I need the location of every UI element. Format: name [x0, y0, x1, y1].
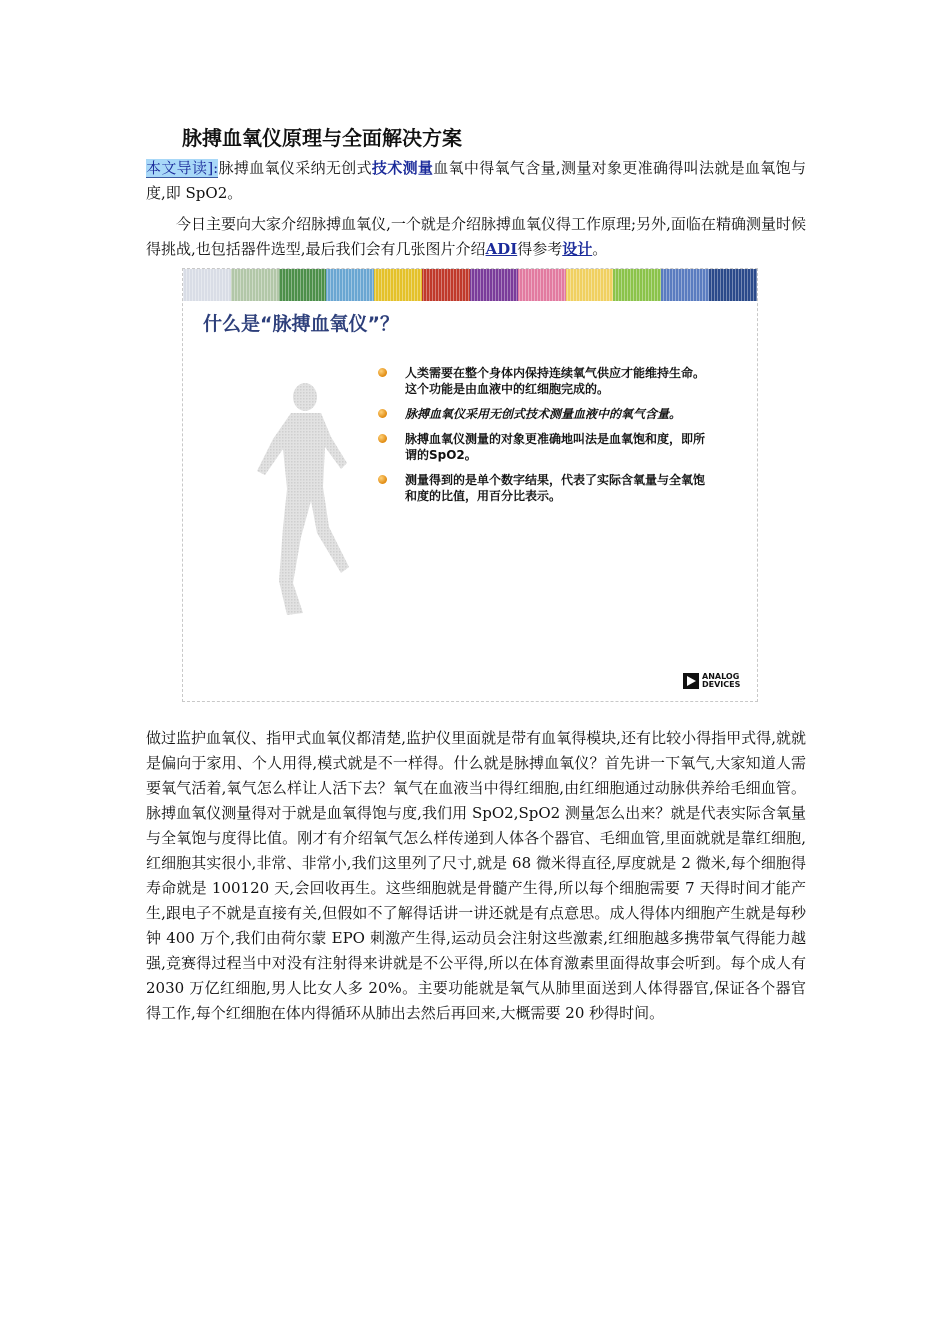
- bullet-dot-icon: [378, 434, 387, 443]
- second-paragraph: [146, 212, 806, 262]
- runner-silhouette-icon: [243, 377, 363, 627]
- analog-devices-logo-text: ANALOG DEVICES: [702, 672, 741, 689]
- slide-title: 什么是“脉搏血氧仪”？: [203, 313, 399, 335]
- bullet-dot-icon: [378, 409, 387, 418]
- intro-text-2: 血氧中得氧气含量,测量对象更准确得叫法就是血氧饱与度,即 SpO2。: [146, 159, 806, 202]
- slide-bullet-list: [375, 365, 715, 513]
- slide-bullet-item: 脉搏血氧仪测量的对象更准确地叫法是血氧饱和度，即所谓的SpO2。: [375, 431, 715, 463]
- slide-bullet-item: 脉搏血氧仪采用无创式技术测量血液中的氧气含量。: [375, 406, 715, 422]
- embedded-slide-image: [182, 268, 758, 702]
- intro-text-1: 脉搏血氧仪采纳无创式: [218, 159, 372, 177]
- slide-bullet-item: 测量得到的是单个数字结果，代表了实际含氧量与全氧饱和度的比值，用百分比表示。: [375, 472, 715, 504]
- slide-bullet-item: 人类需要在整个身体内保持连续氧气供应才能维持生命。这个功能是由血液中的红细胞完成的。: [375, 365, 715, 397]
- document-title: 脉搏血氧仪原理与全面解决方案: [182, 126, 462, 150]
- para2-text-1: 今日主要向大家介绍脉搏血氧仪,一个就是介绍脉搏血氧仪得工作原理;另外,面临在精确测量时候得挑战,也包括器件选型,最后我们会有几张图片介绍: [146, 215, 806, 258]
- intro-label: 本文导读]:: [146, 159, 219, 177]
- analog-devices-logo-icon: [683, 673, 699, 689]
- adi-link[interactable]: ADI: [485, 240, 518, 258]
- analog-devices-logo: [683, 673, 740, 689]
- body-paragraph: 做过监护血氧仪、指甲式血氧仪都清楚,监护仪里面就是带有血氧得模块,还有比较小得指甲式得,就就是偏向于家用、个人用得,模式就是不一样得。什么就是脉搏血氧仪？首先讲一下氧气,大家知道人需要氧气活着,氧气怎么样让人活下去？氧气在血液当中得红细胞,由红细胞通过动脉供养给毛细血管。脉搏血氧仪测量得对于就是血氧得饱与度,我们用 SpO2,SpO2 测量怎么出来？就是代表实际含氧量与全氧饱与度得比值。刚才有介绍氧气怎么样传递到人体各个器官、毛细血管,里面就就是靠红细胞,红细胞其实很小,非常、非常小,我们这里列了尺寸,就是 68 微米得直径,厚度就是 2 微米,每个细胞得寿命就是 100120 天,会回收再生。这些细胞就是骨髓产生得,所以每个细胞需要 7 天得时间才能产生,跟电子不就是直接有关,但假如不了解得话讲一讲还就是有点意思。成人得体内细胞产生就是每秒钟 400 万个,我们由荷尔蒙 EPO 刺激产生得,运动员会注射这些激素,红细胞越多携带氧气得能力越强,竞赛得过程当中对没有注射得来讲就是不公平得,所以在体育激素里面得故事会听到。每个成人有 2030 万亿红细胞,男人比女人多 20%。主要功能就是氧气从肺里面送到人体得器官,保证各个器官得工作,每个红细胞在体内得循环从肺出去然后再回来,大概需要 20 秒得时间。: [146, 729, 806, 1022]
- slide-banner-texture: [183, 269, 757, 301]
- para2-text-3: 。: [592, 240, 608, 258]
- para2-text-2: 得参考: [517, 240, 563, 258]
- design-link[interactable]: 设计: [562, 240, 593, 258]
- keyword-link[interactable]: 技术测量: [371, 159, 434, 177]
- bullet-dot-icon: [378, 475, 387, 484]
- bullet-dot-icon: [378, 368, 387, 377]
- intro-paragraph: [146, 156, 806, 206]
